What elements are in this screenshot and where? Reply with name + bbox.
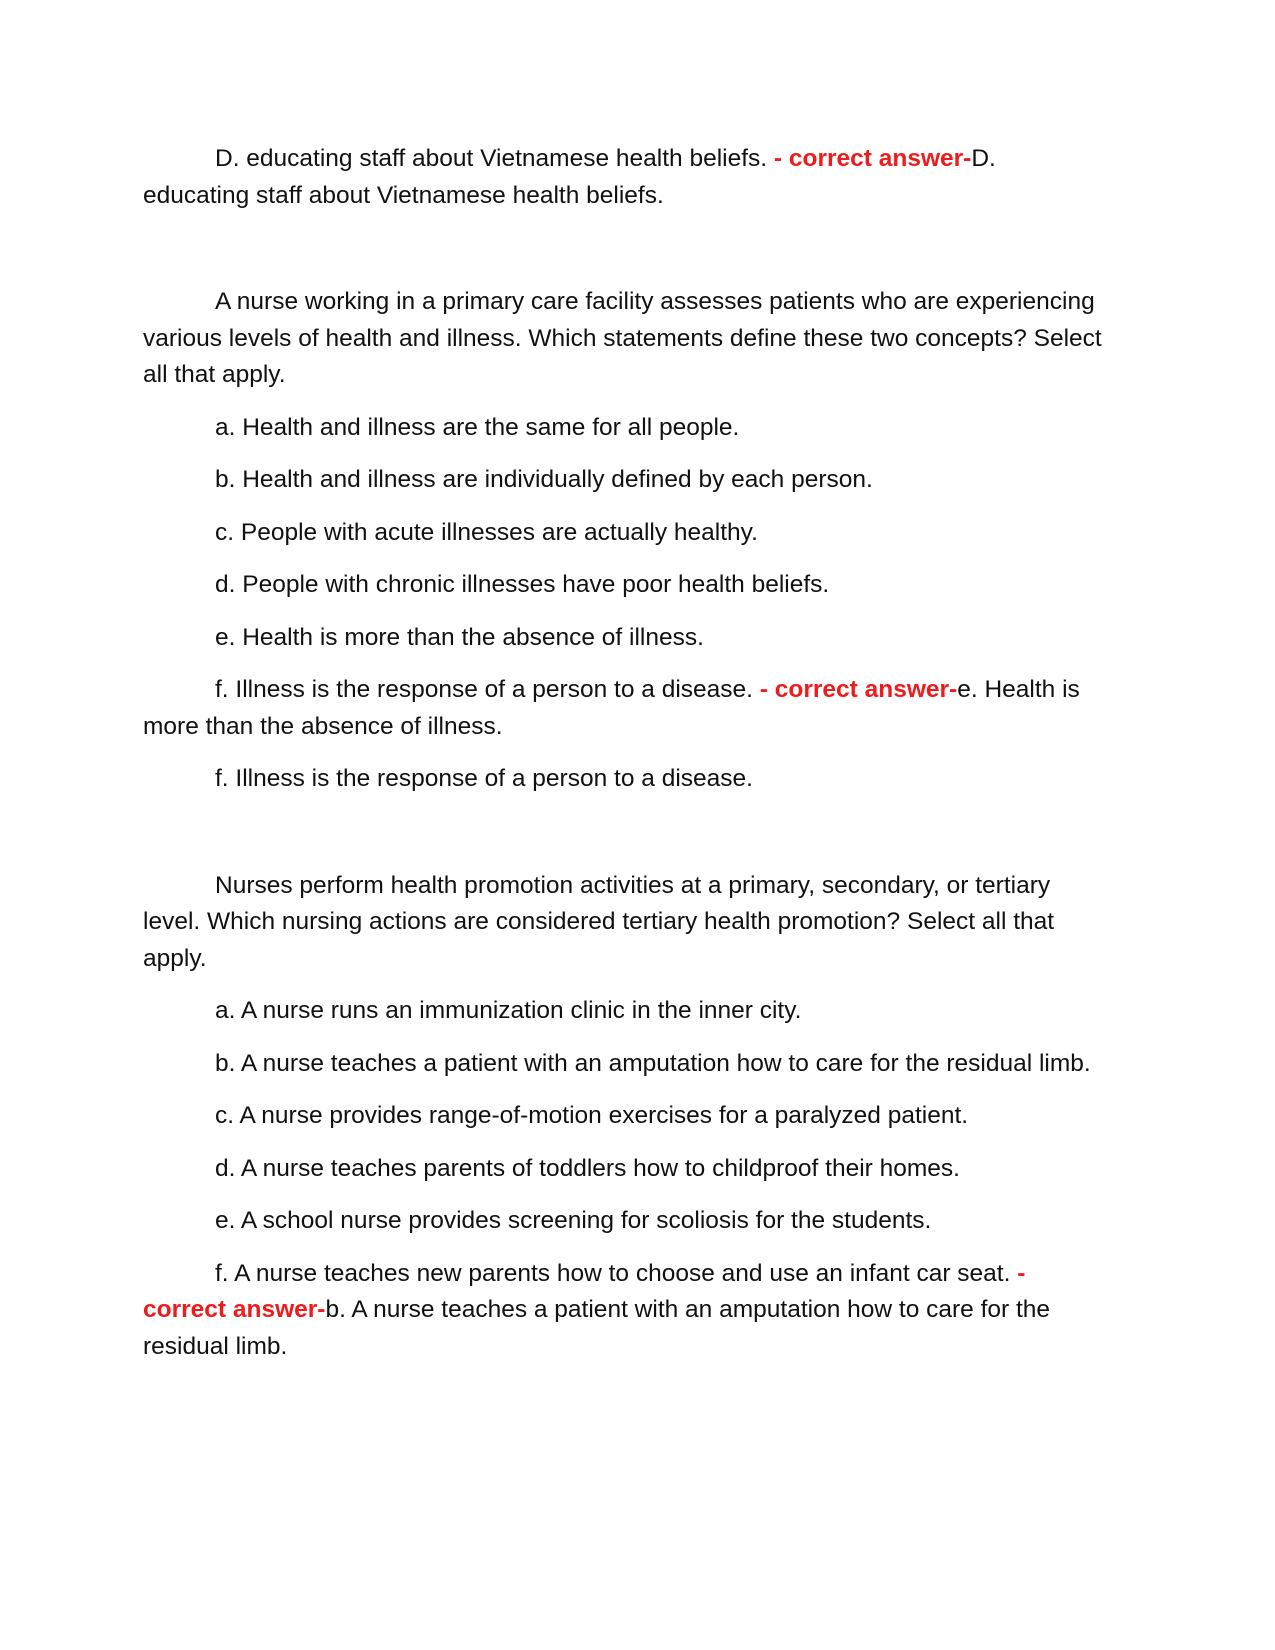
q1-answer-paragraph xyxy=(143,141,1103,214)
q2-answer-text-2: f. Illness is the response of a person to a disease. xyxy=(215,765,753,792)
spacer xyxy=(143,1240,1103,1256)
q3-option-d: d. A nurse teaches parents of toddlers how to childproof their homes. xyxy=(215,1154,960,1182)
spacer xyxy=(143,656,1103,672)
q3-option-b: b. A nurse teaches a patient with an amputation how to care for the residual limb. xyxy=(215,1049,1091,1077)
q3-option-f: f. A nurse teaches new parents how to choose and use an infant car seat. xyxy=(215,1259,1011,1287)
q1-correct-answer-marker: - correct answer- xyxy=(773,145,972,172)
q2-correct-answer-marker: - correct answer- xyxy=(759,676,958,703)
q2-option-a: a. Health and illness are the same for all people. xyxy=(215,413,740,441)
q2-stem: A nurse working in a primary care facility assesses patients who are experiencing various levels of health and illness. Which statements define these two concepts? Select all that apply. xyxy=(143,288,1102,388)
q3-option-e: e. A school nurse provides screening for scoliosis for the students. xyxy=(215,1207,932,1234)
spacer xyxy=(143,798,1103,868)
q2-option-d: d. People with chronic illnesses have poor health beliefs. xyxy=(215,571,830,598)
q3-answer-paragraph xyxy=(143,1256,1103,1366)
spacer xyxy=(143,1135,1103,1151)
q1-answer-text: D. educating staff about Vietnamese health beliefs. xyxy=(143,145,996,209)
spacer xyxy=(143,604,1103,620)
spacer xyxy=(143,446,1103,462)
q2-answer-text-1: e. Health is more than the absence of illness. xyxy=(143,676,1080,740)
q2-option-f: f. Illness is the response of a person to a disease. xyxy=(215,676,753,703)
document-page xyxy=(143,141,1103,1365)
q3-answer-text: b. A nurse teaches a patient with an amputation how to care for the residual limb. xyxy=(143,1296,1051,1360)
spacer xyxy=(143,977,1103,993)
q3-option-a: a. A nurse runs an immunization clinic in the inner city. xyxy=(215,997,802,1024)
q2-option-e: e. Health is more than the absence of illness. xyxy=(215,623,704,651)
q3-option-c: c. A nurse provides range-of-motion exercises for a paralyzed patient. xyxy=(215,1102,969,1129)
q3-stem: Nurses perform health promotion activities at a primary, secondary, or tertiary level. Which nursing actions are considered tertiary health promotion? Select all that apply. xyxy=(143,871,1055,972)
q2-option-b: b. Health and illness are individually defined by each person. xyxy=(215,466,873,493)
q2-answer-paragraph xyxy=(143,672,1103,745)
q3-correct-answer-marker: - correct answer- xyxy=(143,1259,1026,1323)
spacer xyxy=(143,214,1103,284)
spacer xyxy=(143,1030,1103,1046)
spacer xyxy=(143,1082,1103,1098)
spacer xyxy=(143,499,1103,515)
q2-option-c: c. People with acute illnesses are actually healthy. xyxy=(215,518,758,546)
spacer xyxy=(143,551,1103,567)
q1-tail-option: D. educating staff about Vietnamese health beliefs. xyxy=(215,145,768,172)
spacer xyxy=(143,1187,1103,1203)
spacer xyxy=(143,394,1103,410)
spacer xyxy=(143,745,1103,761)
